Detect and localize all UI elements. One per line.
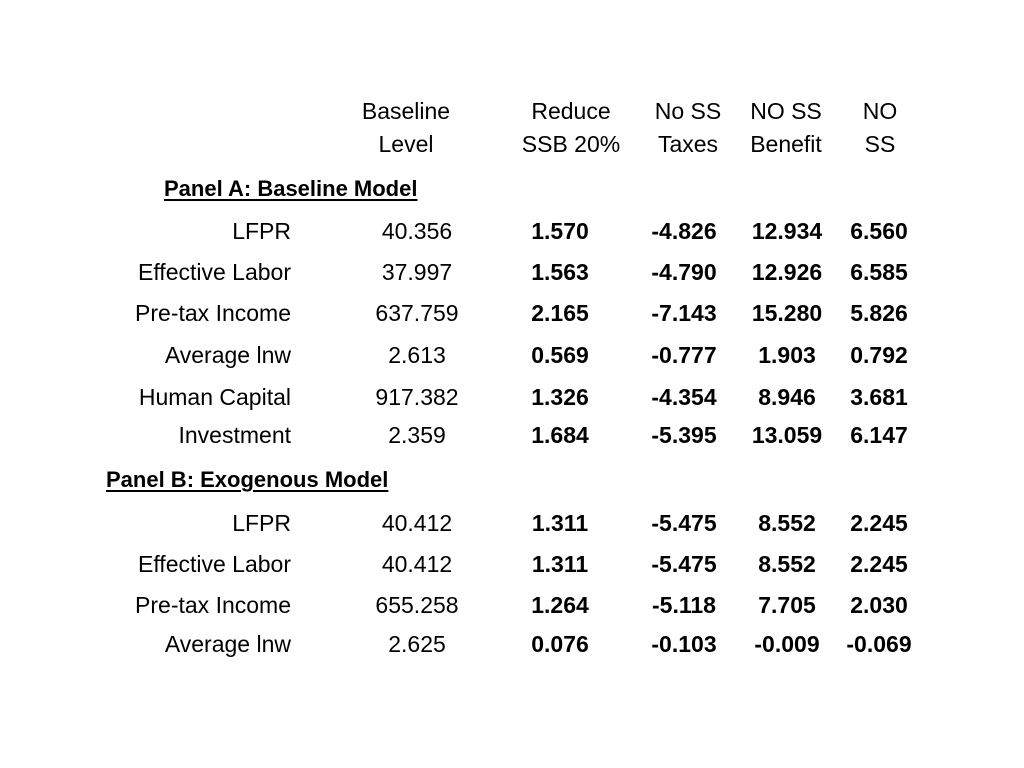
col-header-line2: Taxes	[657, 131, 719, 157]
table-row	[0, 259, 1024, 289]
value-no-ss-taxes: -4.790	[651, 259, 717, 285]
col-header-line1: NO SS	[750, 98, 822, 124]
value-no-ss-benefit: 8.552	[758, 510, 816, 536]
table-row	[0, 592, 1024, 622]
row-label: Pre-tax Income	[135, 300, 291, 326]
value-reduce-ssb: 1.326	[531, 384, 589, 410]
value-no-ss-taxes: -5.118	[652, 592, 716, 618]
col-header-baseline-level	[346, 95, 466, 161]
row-label: Effective Labor	[137, 551, 291, 577]
value-no-ss-benefit: 1.903	[758, 342, 816, 368]
value-reduce-ssb: 0.569	[531, 342, 589, 368]
col-header-line1: No SS	[654, 98, 722, 124]
value-no-ss-benefit: 8.946	[758, 384, 816, 410]
col-header-line1: Reduce	[531, 98, 611, 124]
value-reduce-ssb: 1.684	[531, 422, 589, 448]
value-no-ss-taxes: -4.354	[651, 384, 717, 410]
col-header-reduce-ssb	[506, 95, 636, 161]
value-no-ss-taxes: -5.475	[651, 551, 717, 577]
value-baseline: 40.356	[381, 218, 453, 244]
col-header-line1: NO	[862, 98, 898, 124]
value-no-ss: 6.560	[850, 218, 908, 244]
table-row	[0, 510, 1024, 540]
row-label: Average lnw	[164, 342, 291, 368]
col-header-line2: Level	[378, 131, 434, 157]
value-no-ss: 5.826	[850, 300, 908, 326]
value-reduce-ssb: 1.311	[531, 510, 589, 536]
value-no-ss: 6.585	[850, 259, 908, 285]
value-reduce-ssb: 1.563	[531, 259, 589, 285]
value-no-ss-benefit: -0.009	[754, 631, 820, 657]
value-no-ss: 2.030	[850, 592, 908, 618]
value-baseline: 917.382	[375, 384, 459, 410]
row-label: LFPR	[232, 510, 291, 536]
value-no-ss-taxes: -4.826	[651, 218, 717, 244]
row-label: Investment	[178, 422, 291, 448]
value-reduce-ssb: 1.570	[531, 218, 589, 244]
value-no-ss-taxes: -5.475	[651, 510, 717, 536]
value-baseline: 37.997	[381, 259, 453, 285]
value-no-ss-benefit: 13.059	[751, 422, 823, 448]
panel-b-title: Panel B: Exogenous Model	[106, 467, 389, 492]
table-row	[0, 631, 1024, 661]
value-reduce-ssb: 2.165	[531, 300, 589, 326]
table-row	[0, 551, 1024, 581]
col-header-no-ss-taxes	[638, 95, 738, 161]
value-baseline: 2.613	[388, 342, 446, 368]
table-row	[0, 422, 1024, 452]
table-row	[0, 384, 1024, 414]
col-header-no-ss	[840, 95, 920, 161]
value-baseline: 655.258	[375, 592, 459, 618]
value-no-ss-benefit: 12.934	[751, 218, 823, 244]
value-no-ss-taxes: -7.143	[651, 300, 717, 326]
row-label: Pre-tax Income	[135, 592, 291, 618]
col-header-no-ss-benefit	[738, 95, 834, 161]
value-baseline: 2.625	[388, 631, 446, 657]
table-row	[0, 342, 1024, 372]
value-no-ss-taxes: -0.777	[651, 342, 717, 368]
value-no-ss-benefit: 7.705	[758, 592, 816, 618]
value-baseline: 40.412	[381, 510, 453, 536]
value-no-ss: 3.681	[850, 384, 908, 410]
table-row	[0, 218, 1024, 248]
table-row	[0, 300, 1024, 330]
value-no-ss: 2.245	[850, 551, 908, 577]
col-header-line2: Benefit	[750, 131, 822, 157]
col-header-line1: Baseline	[361, 98, 451, 124]
value-no-ss-benefit: 12.926	[751, 259, 823, 285]
value-no-ss-taxes: -0.103	[651, 631, 717, 657]
value-baseline: 2.359	[388, 422, 446, 448]
col-header-line2: SS	[864, 131, 896, 157]
row-label: LFPR	[232, 218, 291, 244]
value-no-ss: -0.069	[846, 631, 912, 657]
value-reduce-ssb: 1.311	[531, 551, 589, 577]
value-no-ss-taxes: -5.395	[651, 422, 717, 448]
value-reduce-ssb: 0.076	[531, 631, 589, 657]
row-label: Effective Labor	[137, 259, 291, 285]
value-no-ss-benefit: 15.280	[751, 300, 823, 326]
row-label: Human Capital	[138, 384, 291, 410]
value-no-ss: 2.245	[850, 510, 908, 536]
col-header-line2: SSB 20%	[521, 131, 621, 157]
value-reduce-ssb: 1.264	[531, 592, 589, 618]
value-baseline: 40.412	[381, 551, 453, 577]
value-no-ss: 0.792	[850, 342, 908, 368]
value-no-ss-benefit: 8.552	[758, 551, 816, 577]
value-no-ss: 6.147	[850, 422, 908, 448]
value-baseline: 637.759	[375, 300, 459, 326]
panel-a-title: Panel A: Baseline Model	[164, 176, 418, 201]
row-label: Average lnw	[164, 631, 291, 657]
